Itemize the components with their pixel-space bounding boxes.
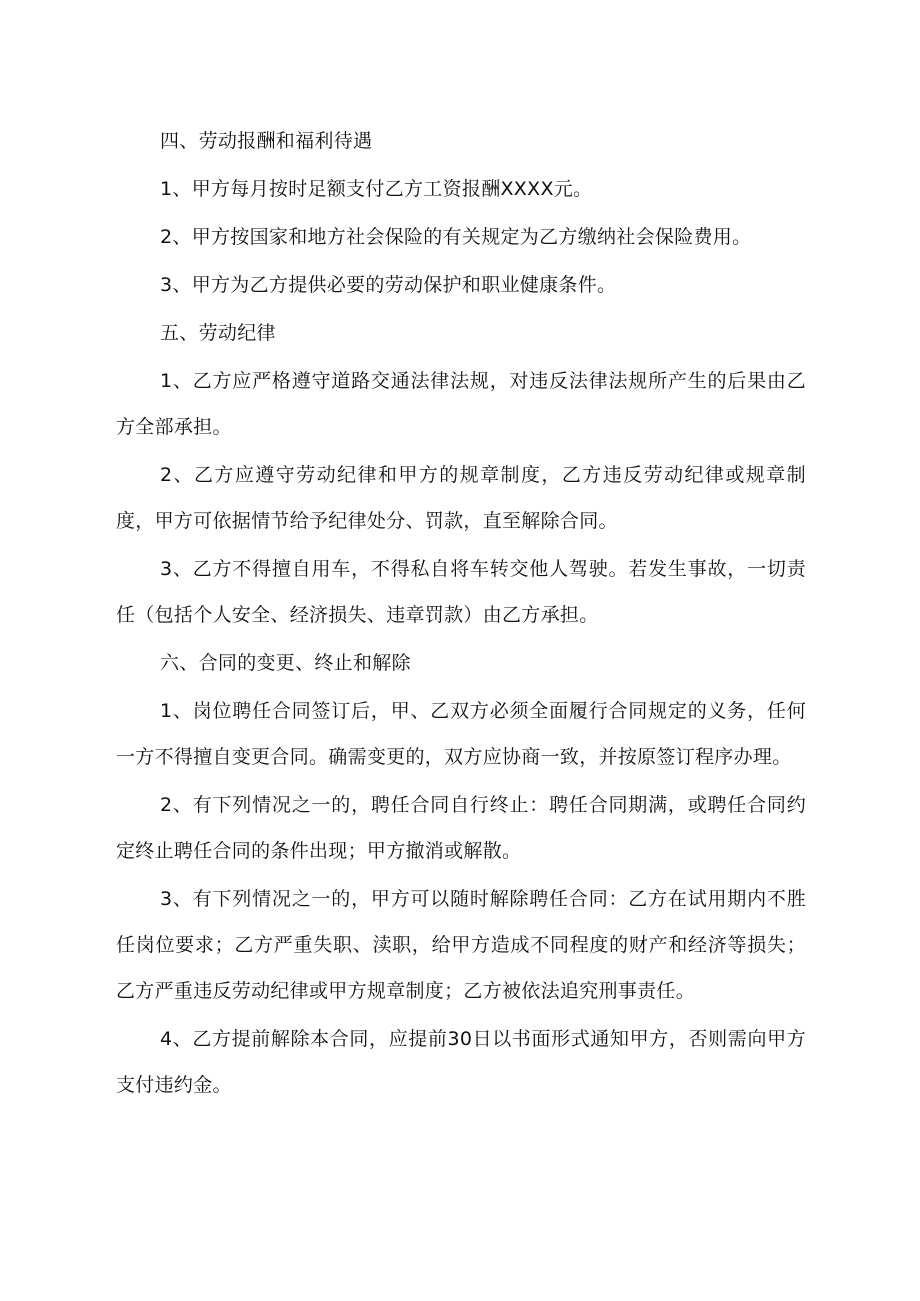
document-body [116, 118, 806, 1110]
section-4-heading: 四、劳动报酬和福利待遇 [160, 130, 373, 152]
section-5-item-1: 1、乙方应严格遵守道路交通法律法规，对违反法律法规所产生的后果由乙方全部承担。 [116, 370, 806, 438]
section-5-item-3: 3、乙方不得擅自用车，不得私自将车转交他人驾驶。若发生事故，一切责任（包括个人安全、经济损失、违章罚款）由乙方承担。 [116, 558, 806, 626]
section-6-item-2: 2、有下列情况之一的，聘任合同自行终止：聘任合同期满，或聘任合同约定终止聘任合同的条件出现；甲方撤消或解散。 [116, 794, 806, 862]
section-4-item-3: 3、甲方为乙方提供必要的劳动保护和职业健康条件。 [160, 274, 617, 296]
section-4-item-2: 2、甲方按国家和地方社会保险的有关规定为乙方缴纳社会保险费用。 [160, 226, 752, 248]
section-4-item-1: 1、甲方每月按时足额支付乙方工资报酬XXXX元。 [160, 178, 593, 200]
section-6-item-4: 4、乙方提前解除本合同，应提前30日以书面形式通知甲方，否则需向甲方支付违约金。 [116, 1028, 806, 1096]
section-6-item-3: 3、有下列情况之一的，甲方可以随时解除聘任合同：乙方在试用期内不胜任岗位要求；乙方严重失职、渎职，给甲方造成不同程度的财产和经济等损失；乙方严重违反劳动纪律或甲方规章制度；乙方被依法追究刑事责任。 [116, 888, 806, 1002]
section-5-heading: 五、劳动纪律 [160, 322, 276, 344]
section-6-heading: 六、合同的变更、终止和解除 [160, 652, 411, 674]
section-5-item-2: 2、乙方应遵守劳动纪律和甲方的规章制度，乙方违反劳动纪律或规章制度，甲方可依据情节给予纪律处分、罚款，直至解除合同。 [116, 464, 806, 532]
section-6-item-1: 1、岗位聘任合同签订后，甲、乙双方必须全面履行合同规定的义务，任何一方不得擅自变更合同。确需变更的，双方应协商一致，并按原签订程序办理。 [116, 700, 806, 768]
